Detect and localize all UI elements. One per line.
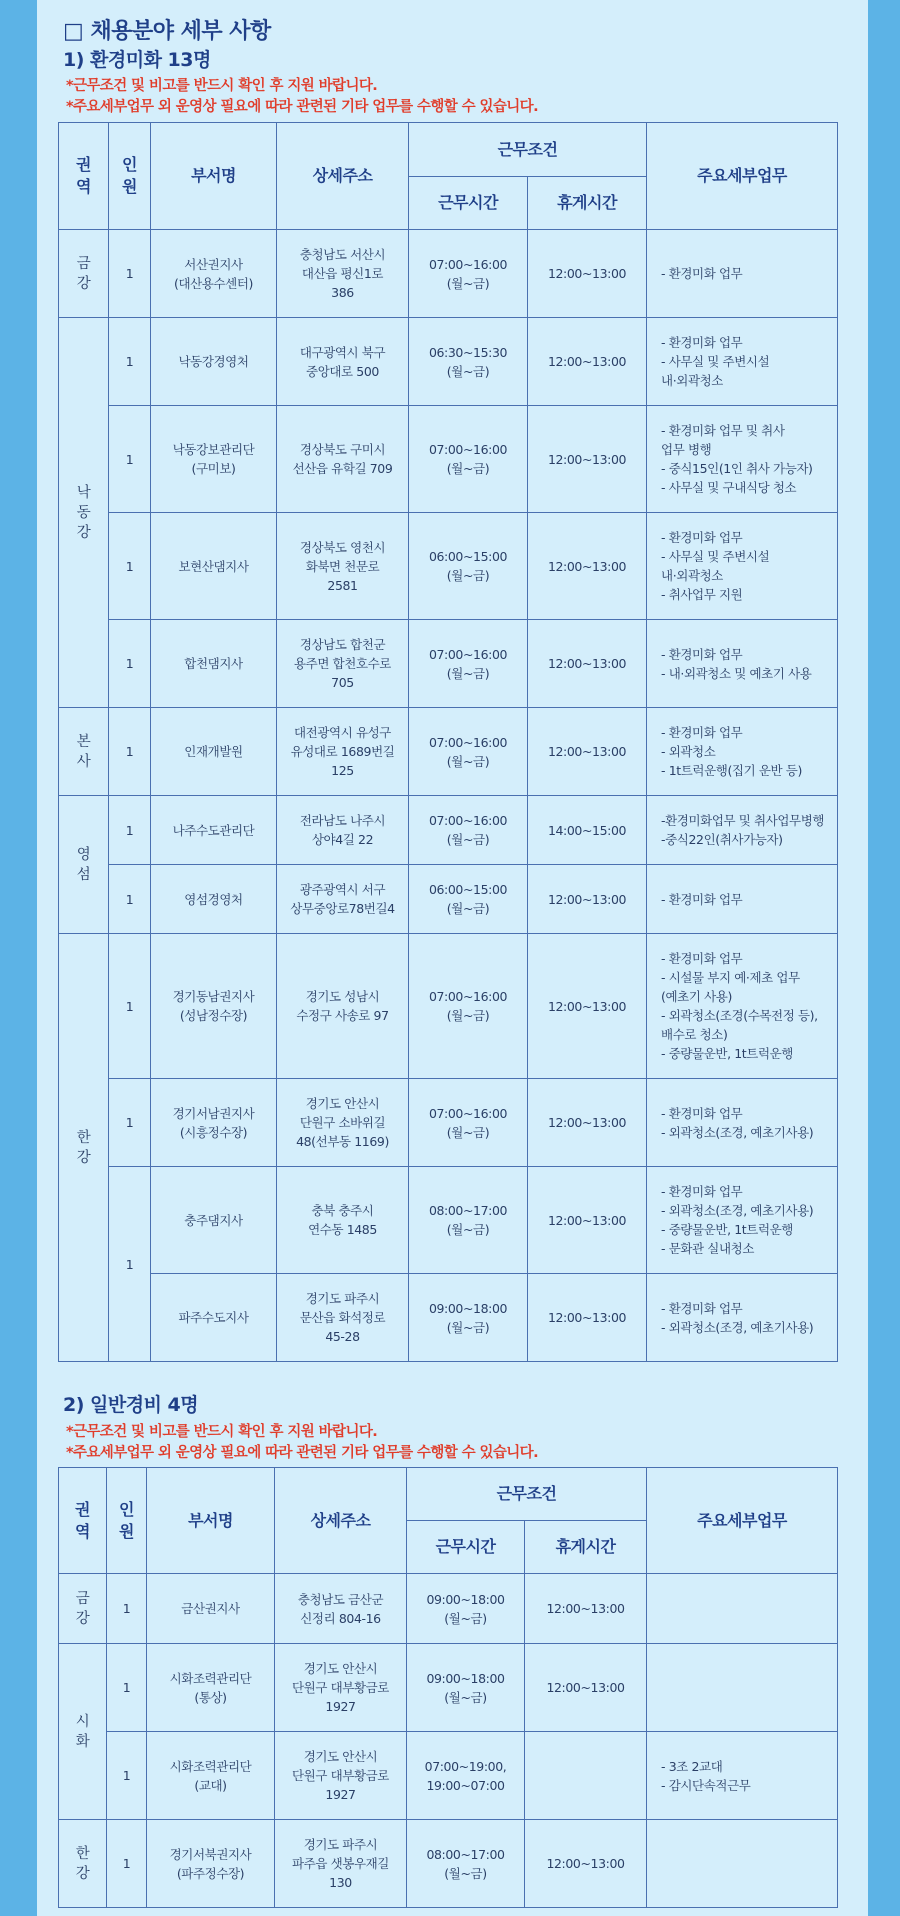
header-duty: 주요세부업무 <box>647 1468 838 1574</box>
break-cell: 12:00~13:00 <box>528 1079 647 1167</box>
break-cell: 12:00~13:00 <box>528 1274 647 1362</box>
hours-cell: 08:00~17:00 (월~금) <box>409 1167 528 1274</box>
hours-cell: 07:00~16:00 (월~금) <box>409 230 528 318</box>
region-cell: 시 화 <box>59 1644 107 1820</box>
break-cell <box>525 1732 647 1820</box>
table-row <box>59 1644 838 1732</box>
duty-cell: - 환경미화 업무 - 외곽청소(조경, 예초기사용) - 중량물운반, 1t트럭운행 - 문화관 실내청소 <box>647 1167 838 1274</box>
count-cell: 1 <box>109 1167 151 1362</box>
count-cell: 1 <box>109 708 151 796</box>
dept-cell: 경기동남권지사 (성남정수장) <box>151 934 277 1079</box>
break-cell: 12:00~13:00 <box>528 318 647 406</box>
dept-cell: 시화조력관리단 (통상) <box>147 1644 275 1732</box>
region-cell: 영 섬 <box>59 796 109 934</box>
table1-title: 1) 환경미화 13명 <box>63 49 211 71</box>
address-cell: 대구광역시 북구 중앙대로 500 <box>277 318 409 406</box>
duty-cell <box>647 1574 838 1644</box>
table-environment-cleaning <box>58 122 838 1362</box>
count-cell: 1 <box>109 796 151 865</box>
duty-cell: - 환경미화 업무 - 사무실 및 주변시설 내·외곽청소 <box>647 318 838 406</box>
address-cell: 경기도 파주시 문산읍 화석정로 45-28 <box>277 1274 409 1362</box>
count-cell: 1 <box>109 934 151 1079</box>
break-cell: 12:00~13:00 <box>528 406 647 513</box>
header-break: 휴게시간 <box>525 1521 647 1574</box>
header-break: 휴게시간 <box>528 177 647 230</box>
break-cell: 12:00~13:00 <box>528 230 647 318</box>
count-cell: 1 <box>109 318 151 406</box>
hours-cell: 07:00~16:00 (월~금) <box>409 620 528 708</box>
header-region: 권 역 <box>59 123 109 230</box>
region-cell: 한 강 <box>59 1820 107 1908</box>
count-cell: 1 <box>109 1079 151 1167</box>
hours-cell: 07:00~16:00 (월~금) <box>409 1079 528 1167</box>
count-cell: 1 <box>109 865 151 934</box>
dept-cell: 서산권지사 (대산용수센터) <box>151 230 277 318</box>
break-cell: 12:00~13:00 <box>525 1644 647 1732</box>
table-row <box>59 796 838 865</box>
dept-cell: 합천댐지사 <box>151 620 277 708</box>
hours-cell: 07:00~16:00 (월~금) <box>409 708 528 796</box>
hours-cell: 06:00~15:00 (월~금) <box>409 513 528 620</box>
table-row <box>59 230 838 318</box>
break-cell: 12:00~13:00 <box>528 934 647 1079</box>
dept-cell: 시화조력관리단 (교대) <box>147 1732 275 1820</box>
dept-cell: 영섬경영처 <box>151 865 277 934</box>
break-cell: 12:00~13:00 <box>528 865 647 934</box>
region-cell: 본 사 <box>59 708 109 796</box>
region-cell: 낙 동 강 <box>59 318 109 708</box>
notice-other-duties: *주요세부업무 외 운영상 필요에 따라 관련된 기타 업무를 수행할 수 있습니다. <box>66 99 538 115</box>
duty-cell: - 환경미화 업무 - 외곽청소(조경, 예초기사용) <box>647 1274 838 1362</box>
table-row <box>59 1167 838 1274</box>
hours-cell: 07:00~16:00 (월~금) <box>409 796 528 865</box>
table-row <box>59 934 838 1079</box>
notice-check-conditions: *근무조건 및 비고를 반드시 확인 후 지원 바랍니다. <box>66 78 378 94</box>
header-count: 인 원 <box>109 123 151 230</box>
count-cell: 1 <box>107 1644 147 1732</box>
dept-cell: 충주댐지사 <box>151 1167 277 1274</box>
table-row <box>59 1574 838 1644</box>
address-cell: 충청남도 금산군 신정리 804-16 <box>275 1574 407 1644</box>
dept-cell: 경기서북권지사 (파주정수장) <box>147 1820 275 1908</box>
table-row <box>59 406 838 513</box>
dept-cell: 낙동강보관리단 (구미보) <box>151 406 277 513</box>
hours-cell: 06:00~15:00 (월~금) <box>409 865 528 934</box>
table-row <box>59 1732 838 1820</box>
header-region: 권 역 <box>59 1468 107 1574</box>
address-cell: 경기도 성남시 수정구 사송로 97 <box>277 934 409 1079</box>
dept-cell: 경기서남권지사 (시흥정수장) <box>151 1079 277 1167</box>
address-cell: 경기도 안산시 단원구 대부황금로 1927 <box>275 1732 407 1820</box>
table-row <box>59 865 838 934</box>
count-cell: 1 <box>107 1574 147 1644</box>
dept-cell: 파주수도지사 <box>151 1274 277 1362</box>
header-work-hours: 근무시간 <box>407 1521 525 1574</box>
header-work-hours: 근무시간 <box>409 177 528 230</box>
duty-cell <box>647 1644 838 1732</box>
table-row <box>59 620 838 708</box>
region-cell: 금 강 <box>59 1574 107 1644</box>
duty-cell: - 환경미화 업무 - 외곽청소 - 1t트럭운행(집기 운반 등) <box>647 708 838 796</box>
count-cell: 1 <box>109 620 151 708</box>
table-row <box>59 1820 838 1908</box>
duty-cell: - 환경미화 업무 - 외곽청소(조경, 예초기사용) <box>647 1079 838 1167</box>
header-address: 상세주소 <box>277 123 409 230</box>
address-cell: 경상남도 합천군 용주면 합천호수로 705 <box>277 620 409 708</box>
break-cell: 12:00~13:00 <box>525 1574 647 1644</box>
duty-cell <box>647 1820 838 1908</box>
hours-cell: 06:30~15:30 (월~금) <box>409 318 528 406</box>
break-cell: 14:00~15:00 <box>528 796 647 865</box>
hours-cell: 09:00~18:00 (월~금) <box>409 1274 528 1362</box>
notice-other-duties: *주요세부업무 외 운영상 필요에 따라 관련된 기타 업무를 수행할 수 있습니다. <box>66 1445 538 1461</box>
duty-cell: - 환경미화 업무 - 사무실 및 주변시설 내·외곽청소 - 취사업무 지원 <box>647 513 838 620</box>
address-cell: 충청남도 서산시 대산읍 평신1로 386 <box>277 230 409 318</box>
duty-cell: - 환경미화 업무 - 시설물 부지 예·제초 업무 (예초기 사용) - 외곽청소(조경(수목전정 등), 배수로 청소) - 중량물운반, 1t트럭운행 <box>647 934 838 1079</box>
count-cell: 1 <box>109 230 151 318</box>
address-cell: 경기도 안산시 단원구 대부황금로 1927 <box>275 1644 407 1732</box>
dept-cell: 보현산댐지사 <box>151 513 277 620</box>
duty-cell: - 환경미화 업무 - 내·외곽청소 및 예초기 사용 <box>647 620 838 708</box>
break-cell: 12:00~13:00 <box>525 1820 647 1908</box>
duty-cell: - 환경미화 업무 <box>647 865 838 934</box>
region-cell: 금 강 <box>59 230 109 318</box>
duty-cell: -환경미화업무 및 취사업무병행 -중식22인(취사가능자) <box>647 796 838 865</box>
header-conditions: 근무조건 <box>409 123 647 177</box>
hours-cell: 08:00~17:00 (월~금) <box>407 1820 525 1908</box>
table-row <box>59 1274 838 1362</box>
region-cell: 한 강 <box>59 934 109 1362</box>
header-dept: 부서명 <box>151 123 277 230</box>
break-cell: 12:00~13:00 <box>528 708 647 796</box>
address-cell: 대전광역시 유성구 유성대로 1689번길 125 <box>277 708 409 796</box>
table-general-security <box>58 1467 838 1908</box>
table2-title: 2) 일반경비 4명 <box>63 1394 199 1416</box>
duty-cell: - 환경미화 업무 <box>647 230 838 318</box>
duty-cell: - 환경미화 업무 및 취사 업무 병행 - 중식15인(1인 취사 가능자) - 사무실 및 구내식당 청소 <box>647 406 838 513</box>
table-row <box>59 318 838 406</box>
count-cell: 1 <box>109 513 151 620</box>
count-cell: 1 <box>107 1820 147 1908</box>
break-cell: 12:00~13:00 <box>528 513 647 620</box>
header-conditions: 근무조건 <box>407 1468 647 1521</box>
header-dept: 부서명 <box>147 1468 275 1574</box>
break-cell: 12:00~13:00 <box>528 1167 647 1274</box>
header-duty: 주요세부업무 <box>647 123 838 230</box>
address-cell: 충북 충주시 연수동 1485 <box>277 1167 409 1274</box>
address-cell: 경기도 안산시 단원구 소바위길 48(선부동 1169) <box>277 1079 409 1167</box>
break-cell: 12:00~13:00 <box>528 620 647 708</box>
count-cell: 1 <box>107 1732 147 1820</box>
address-cell: 전라남도 나주시 상야4길 22 <box>277 796 409 865</box>
header-count: 인 원 <box>107 1468 147 1574</box>
count-cell: 1 <box>109 406 151 513</box>
dept-cell: 금산권지사 <box>147 1574 275 1644</box>
notice-check-conditions: *근무조건 및 비고를 반드시 확인 후 지원 바랍니다. <box>66 1424 378 1440</box>
table-row <box>59 708 838 796</box>
address-cell: 경상북도 구미시 선산읍 유학길 709 <box>277 406 409 513</box>
address-cell: 경상북도 영천시 화북면 천문로 2581 <box>277 513 409 620</box>
address-cell: 경기도 파주시 파주읍 샛봉우재길 130 <box>275 1820 407 1908</box>
dept-cell: 나주수도관리단 <box>151 796 277 865</box>
hours-cell: 09:00~18:00 (월~금) <box>407 1574 525 1644</box>
table-row <box>59 513 838 620</box>
hours-cell: 07:00~19:00, 19:00~07:00 <box>407 1732 525 1820</box>
duty-cell: - 3조 2교대 - 감시단속적근무 <box>647 1732 838 1820</box>
address-cell: 광주광역시 서구 상무중앙로78번길4 <box>277 865 409 934</box>
dept-cell: 인재개발원 <box>151 708 277 796</box>
hours-cell: 07:00~16:00 (월~금) <box>409 934 528 1079</box>
table-row <box>59 1079 838 1167</box>
dept-cell: 낙동강경영처 <box>151 318 277 406</box>
section-title: □ 채용분야 세부 사항 <box>63 19 271 44</box>
hours-cell: 09:00~18:00 (월~금) <box>407 1644 525 1732</box>
hours-cell: 07:00~16:00 (월~금) <box>409 406 528 513</box>
header-address: 상세주소 <box>275 1468 407 1574</box>
